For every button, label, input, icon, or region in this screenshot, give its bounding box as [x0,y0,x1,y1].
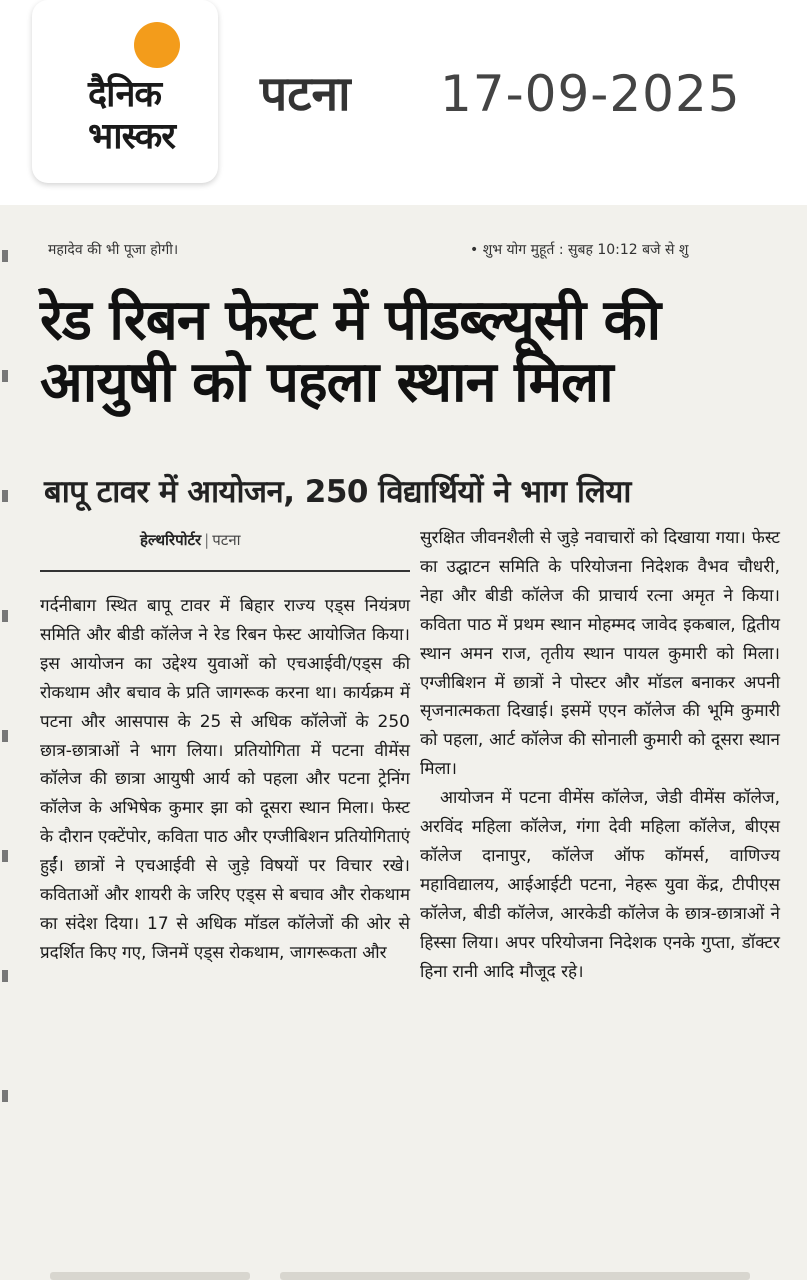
article-paragraph: आयोजन में पटना वीमेंस कॉलेज, जेडी वीमेंस कॉलेज, अरविंद महिला कॉलेज, गंगा देवी महिला कॉलेज, बीएस कॉलेज दानापुर, कॉलेज ऑफ कॉमर्स, वाणिज्य महाविद्यालय, आईआईटी पटना, नेहरू युवा केंद्र, टीपीएस कॉलेज, बीडी कॉलेज, आरकेडी कॉलेज के छात्र-छात्राओं ने हिस्सा लिया। अपर परियोजना निदेशक एनके गुप्ता, डॉक्टर हिना रानी आदि मौजूद रहे। [420,788,780,982]
edition-city: पटना [260,66,351,122]
byline-city: पटना [212,531,241,549]
article-subheadline: बापू टावर में आयोजन, 250 विद्यार्थियों ने भाग लिया [44,474,631,510]
sun-logo-icon [134,22,180,68]
page-header [0,0,807,205]
article-column-right [420,524,780,987]
byline-reporter: हेल्थरिपोर्टर [140,531,202,549]
article-paragraph: सुरक्षित जीवनशैली से जुड़े नवाचारों को दिखाया गया। फेस्ट का उद्घाटन समिति के परियोजना निदेशक वैभव चौधरी, नेहा और बीडी कॉलेज की प्राचार्य रत्ना अमृत ने किया। कविता पाठ में प्रथम स्थान मोहम्मद जावेद इकबाल, द्वितीय स्थान अमन राज, तृतीय स्थान पायल कुमारी को मिला। एग्जीबिशन में छात्रों ने पोस्टर और मॉडल बनाकर अपनी सृजनात्मकता दिखाई। इसमें एएन कॉलेज की भूमि कुमारी को पहला, आर्ट कॉलेज की सोनाली कुमारी को दूसरा स्थान मिला। [420,528,780,780]
byline-separator: | [204,531,210,549]
article-column-left [40,592,410,968]
byline [140,528,241,552]
dainik-bhaskar-logo [32,0,218,183]
previous-article-snippet: महादेव की भी पूजा होगी। [48,242,179,258]
adjacent-article-snippet: • शुभ योग मुहूर्त : सुबह 10:12 बजे से शु [470,242,689,258]
article-headline: रेड रिबन फेस्ट में पीडब्ल्यूसी की आयुषी को पहला स्थान मिला [40,288,661,415]
article-paragraph: गर्दनीबाग स्थित बापू टावर में बिहार राज्य एड्स नियंत्रण समिति और बीडी कॉलेज ने रेड रिबन फेस्ट आयोजित किया। इस आयोजन का उद्देश्य युवाओं को एचआईवी/एड्स की रोकथाम और बचाव के प्रति जागरूक करना था। कार्यक्रम में पटना और आसपास के 25 से अधिक कॉलेजों के 250 छात्र-छात्राओं ने भाग लिया। प्रतियोगिता में पटना वीमेंस कॉलेज की छात्रा आयुषी आर्य को पहला और पटना ट्रेनिंग कॉलेज के अभिषेक कुमार झा को दूसरा स्थान मिला। फेस्ट के दौरान एक्टेंपोर, कविता पाठ और एग्जीबिशन प्रतियोगिताएं हुईं। छात्रों ने एचआईवी से जुड़े विषयों पर विचार रखे। कविताओं और शायरी के जरिए एड्स से बचाव और रोकथाम का संदेश दिया। 17 से अधिक मॉडल कॉलेजों की ओर से प्रदर्शित किए गए, जिनमें एड्स रोकथाम, जागरूकता और [40,596,410,963]
logo-text-line2: भास्कर [88,116,176,157]
column-rule [40,570,410,572]
page-bottom-edge [50,1266,750,1280]
edition-date: 17-09-2025 [440,65,741,123]
page-gutter [0,230,14,1280]
logo-text-line1: दैनिक [88,74,162,115]
